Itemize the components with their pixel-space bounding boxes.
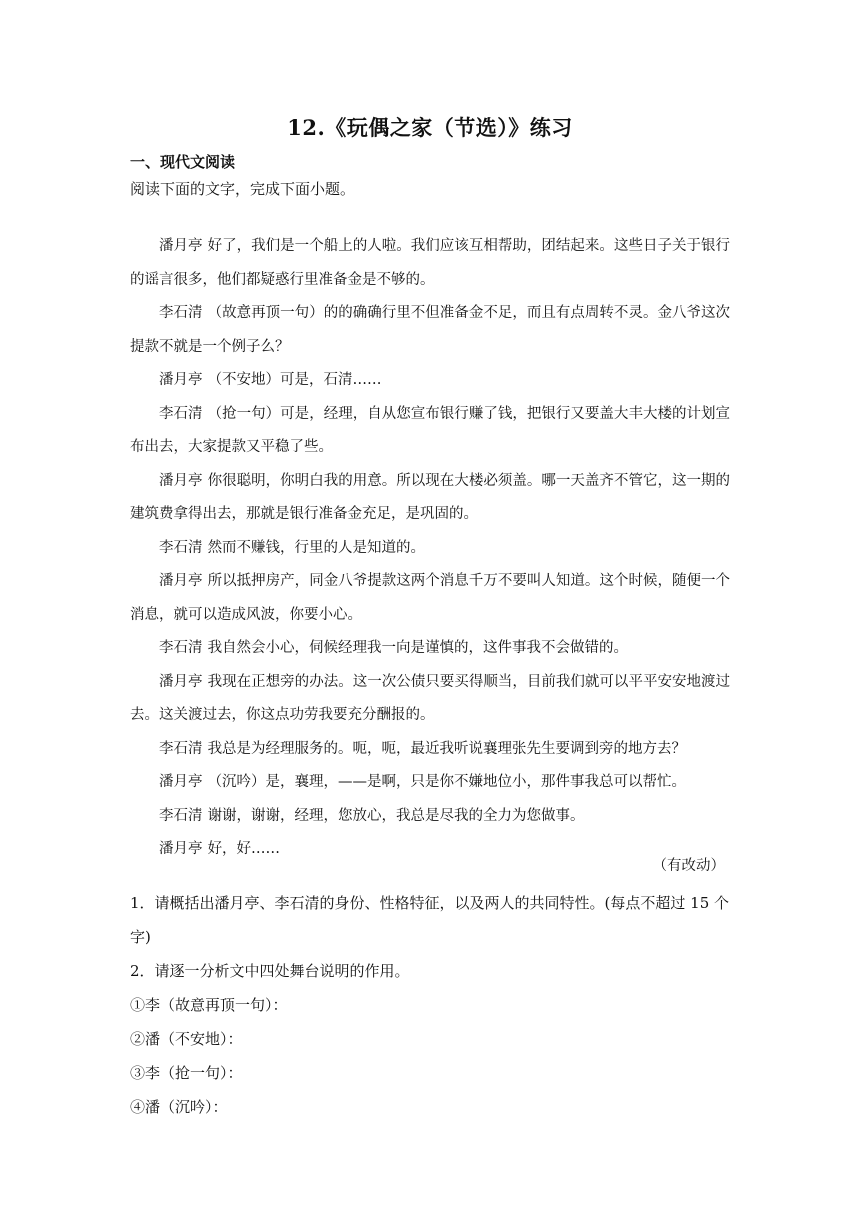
speaker-name: 李石清 [159, 539, 203, 556]
speaker-name: 潘月亭 [159, 774, 203, 790]
speaker-name: 潘月亭 [159, 673, 203, 690]
speaker-name: 李石清 [159, 740, 203, 757]
dialogue-line [130, 465, 730, 532]
dialogue-text: 谢谢，谢谢，经理，您放心，我总是尽我的全力为您做事。 [207, 807, 585, 824]
dialogue-line [130, 800, 730, 834]
dialogue-text: 你很聪明，你明白我的用意。所以现在大楼必须盖。哪一天盖齐不管它，这一期的建筑费拿得出去，那就是银行准备金充足，是巩固的。 [130, 472, 731, 522]
dialogue-line [130, 565, 730, 632]
dialogue-text: 好了，我们是一个船上的人啦。我们应该互相帮助，团结起来。这些日子关于银行的谣言很多，他们都疑惑行里准备金是不够的。 [130, 238, 731, 288]
speaker-name: 潘月亭 [159, 472, 203, 489]
dialogue-line [130, 532, 730, 566]
dialogue-text: 我现在正想旁的办法。这一次公债只要买得顺当，目前我们就可以平平安安地渡过去。这关渡过去，你这点功劳我要充分酬报的。 [130, 673, 731, 723]
dialogue-text: （沉吟）是，襄理，——是啊，只是你不嫌地位小，那件事我总可以帮忙。 [207, 774, 687, 790]
dialogue-line [130, 364, 730, 398]
dialogue-text: （故意再顶一句）的的确确行里不但准备金不足，而且有点周转不灵。金八爷这次提款不就是一个例子么？ [130, 305, 731, 355]
dialogue-text: 好，好…… [207, 841, 281, 857]
dialogue-line [130, 766, 730, 800]
instruction-text: 阅读下面的文字，完成下面小题。 [130, 180, 356, 198]
dialogue-passage [130, 230, 730, 867]
source-note: （有改动） [652, 858, 725, 874]
speaker-name: 李石清 [159, 405, 203, 422]
speaker-name: 潘月亭 [159, 238, 203, 254]
answer-prompt: ③李（抢一句）： [130, 1064, 243, 1082]
answer-prompt: ④潘（沉吟）： [130, 1098, 228, 1116]
answer-prompt: ②潘（不安地）： [130, 1030, 243, 1048]
answer-prompt: ①李（故意再顶一句）： [130, 996, 288, 1014]
speaker-name: 李石清 [159, 640, 203, 656]
dialogue-line [130, 733, 730, 767]
dialogue-text: 我自然会小心，伺候经理我一向是谨慎的，这件事我不会做错的。 [207, 640, 629, 656]
dialogue-line [130, 398, 730, 465]
speaker-name: 潘月亭 [159, 841, 203, 857]
dialogue-line [130, 297, 730, 364]
dialogue-line [130, 230, 730, 297]
dialogue-text: 然而不赚钱，行里的人是知道的。 [207, 539, 426, 556]
speaker-name: 李石清 [159, 305, 203, 321]
question-item: 2．请逐一分析文中四处舞台说明的作用。 [130, 962, 410, 980]
speaker-name: 潘月亭 [159, 573, 203, 589]
speaker-name: 潘月亭 [159, 372, 203, 388]
dialogue-text: （不安地）可是，石清…… [207, 372, 382, 388]
dialogue-line [130, 666, 730, 733]
question-list [130, 886, 730, 1124]
dialogue-text: 所以抵押房产，同金八爷提款这两个消息千万不要叫人知道。这个时候，随便一个消息，就可以造成风波，你要小心。 [130, 573, 731, 623]
dialogue-text: 我总是为经理服务的。呃，呃，最近我听说襄理张先生要调到旁的地方去？ [207, 740, 687, 757]
dialogue-text: （抢一句）可是，经理，自从您宣布银行赚了钱，把银行又要盖大丰大楼的计划宣布出去，大家提款又平稳了些。 [130, 405, 731, 455]
question-item: 1．请概括出潘月亭、李石清的身份、性格特征，以及两人的共同特性。(每点不超过 15 个字) [130, 894, 730, 946]
dialogue-line [130, 632, 730, 666]
section-heading: 一、现代文阅读 [130, 153, 236, 171]
page-title: 12.《玩偶之家（节选）》练习 [287, 115, 573, 140]
speaker-name: 李石清 [159, 807, 203, 824]
